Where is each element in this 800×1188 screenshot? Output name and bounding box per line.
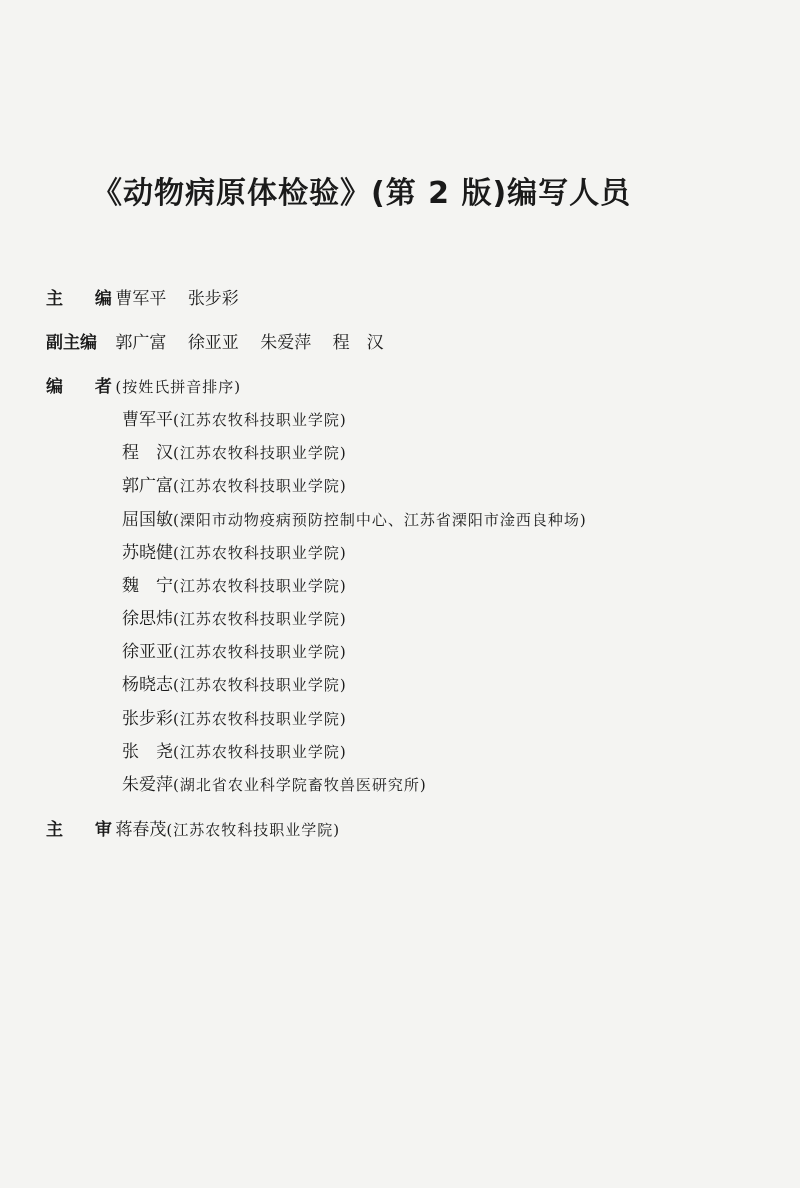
editor-name: 曹军平 (122, 410, 173, 430)
editor-affiliation: (江苏农牧科技职业学院) (173, 610, 347, 628)
deputy-editor-label: 副主编 (46, 333, 97, 353)
editors-sort-note: (按姓氏拼音排序) (115, 378, 242, 396)
editor-entry (122, 571, 347, 596)
editor-entry (122, 405, 347, 430)
editor-affiliation: (江苏农牧科技职业学院) (173, 411, 347, 429)
editor-name: 程 汉 (122, 443, 173, 463)
deputy-editor-name: 徐亚亚 (187, 333, 239, 353)
editor-affiliation: (江苏农牧科技职业学院) (173, 643, 347, 661)
reviewer-label: 主 审 (46, 820, 125, 840)
editor-affiliation: (溧阳市动物疫病预防控制中心、江苏省溧阳市淦西良种场) (173, 511, 587, 529)
reviewer-affiliation: (江苏农牧科技职业学院) (166, 821, 341, 839)
deputy-editor-row (46, 328, 400, 353)
chief-editor-row (46, 284, 255, 309)
editor-affiliation: (江苏农牧科技职业学院) (173, 577, 347, 595)
editor-name: 屈国敏 (122, 510, 173, 530)
editor-affiliation: (江苏农牧科技职业学院) (173, 477, 347, 495)
chief-editor-label: 主 编 (46, 289, 125, 309)
editor-entry (122, 604, 347, 629)
editors-label: 编 者 (46, 377, 125, 397)
deputy-editor-names (115, 333, 399, 353)
editor-name: 徐亚亚 (122, 642, 173, 662)
editor-entry (122, 471, 347, 496)
editor-entry (122, 704, 347, 729)
editor-affiliation: (江苏农牧科技职业学院) (173, 444, 347, 462)
editor-affiliation: (湖北省农业科学院畜牧兽医研究所) (173, 776, 427, 794)
deputy-editor-name: 朱爱萍 (260, 333, 312, 353)
editor-entry (122, 505, 587, 530)
editor-entry (122, 637, 347, 662)
chief-editor-names (115, 289, 254, 309)
editor-name: 徐思炜 (122, 609, 173, 629)
reviewer-name: 蒋春茂 (115, 820, 167, 840)
editor-name: 张 尧 (122, 742, 173, 762)
editor-affiliation: (江苏农牧科技职业学院) (173, 544, 347, 562)
editor-affiliation: (江苏农牧科技职业学院) (173, 676, 347, 694)
reviewer-row (46, 815, 340, 840)
chief-editor-name: 张步彩 (187, 289, 239, 309)
editor-entry (122, 670, 347, 695)
editor-affiliation: (江苏农牧科技职业学院) (173, 743, 347, 761)
editor-name: 郭广富 (122, 476, 173, 496)
page-title: 《动物病原体检验》(第 2 版)编写人员 (92, 176, 632, 211)
editors-row (46, 372, 241, 397)
deputy-editor-name: 程 汉 (332, 333, 384, 353)
editor-entry (122, 538, 347, 563)
editor-name: 杨晓志 (122, 675, 173, 695)
editor-entry (122, 438, 347, 463)
chief-editor-name: 曹军平 (115, 289, 167, 309)
editor-entry (122, 770, 427, 795)
editor-name: 张步彩 (122, 709, 173, 729)
editor-name: 魏 宁 (122, 576, 173, 596)
editor-entry (122, 737, 347, 762)
editor-name: 苏晓健 (122, 543, 173, 563)
deputy-editor-name: 郭广富 (115, 333, 167, 353)
editor-name: 朱爱萍 (122, 775, 173, 795)
editor-affiliation: (江苏农牧科技职业学院) (173, 710, 347, 728)
